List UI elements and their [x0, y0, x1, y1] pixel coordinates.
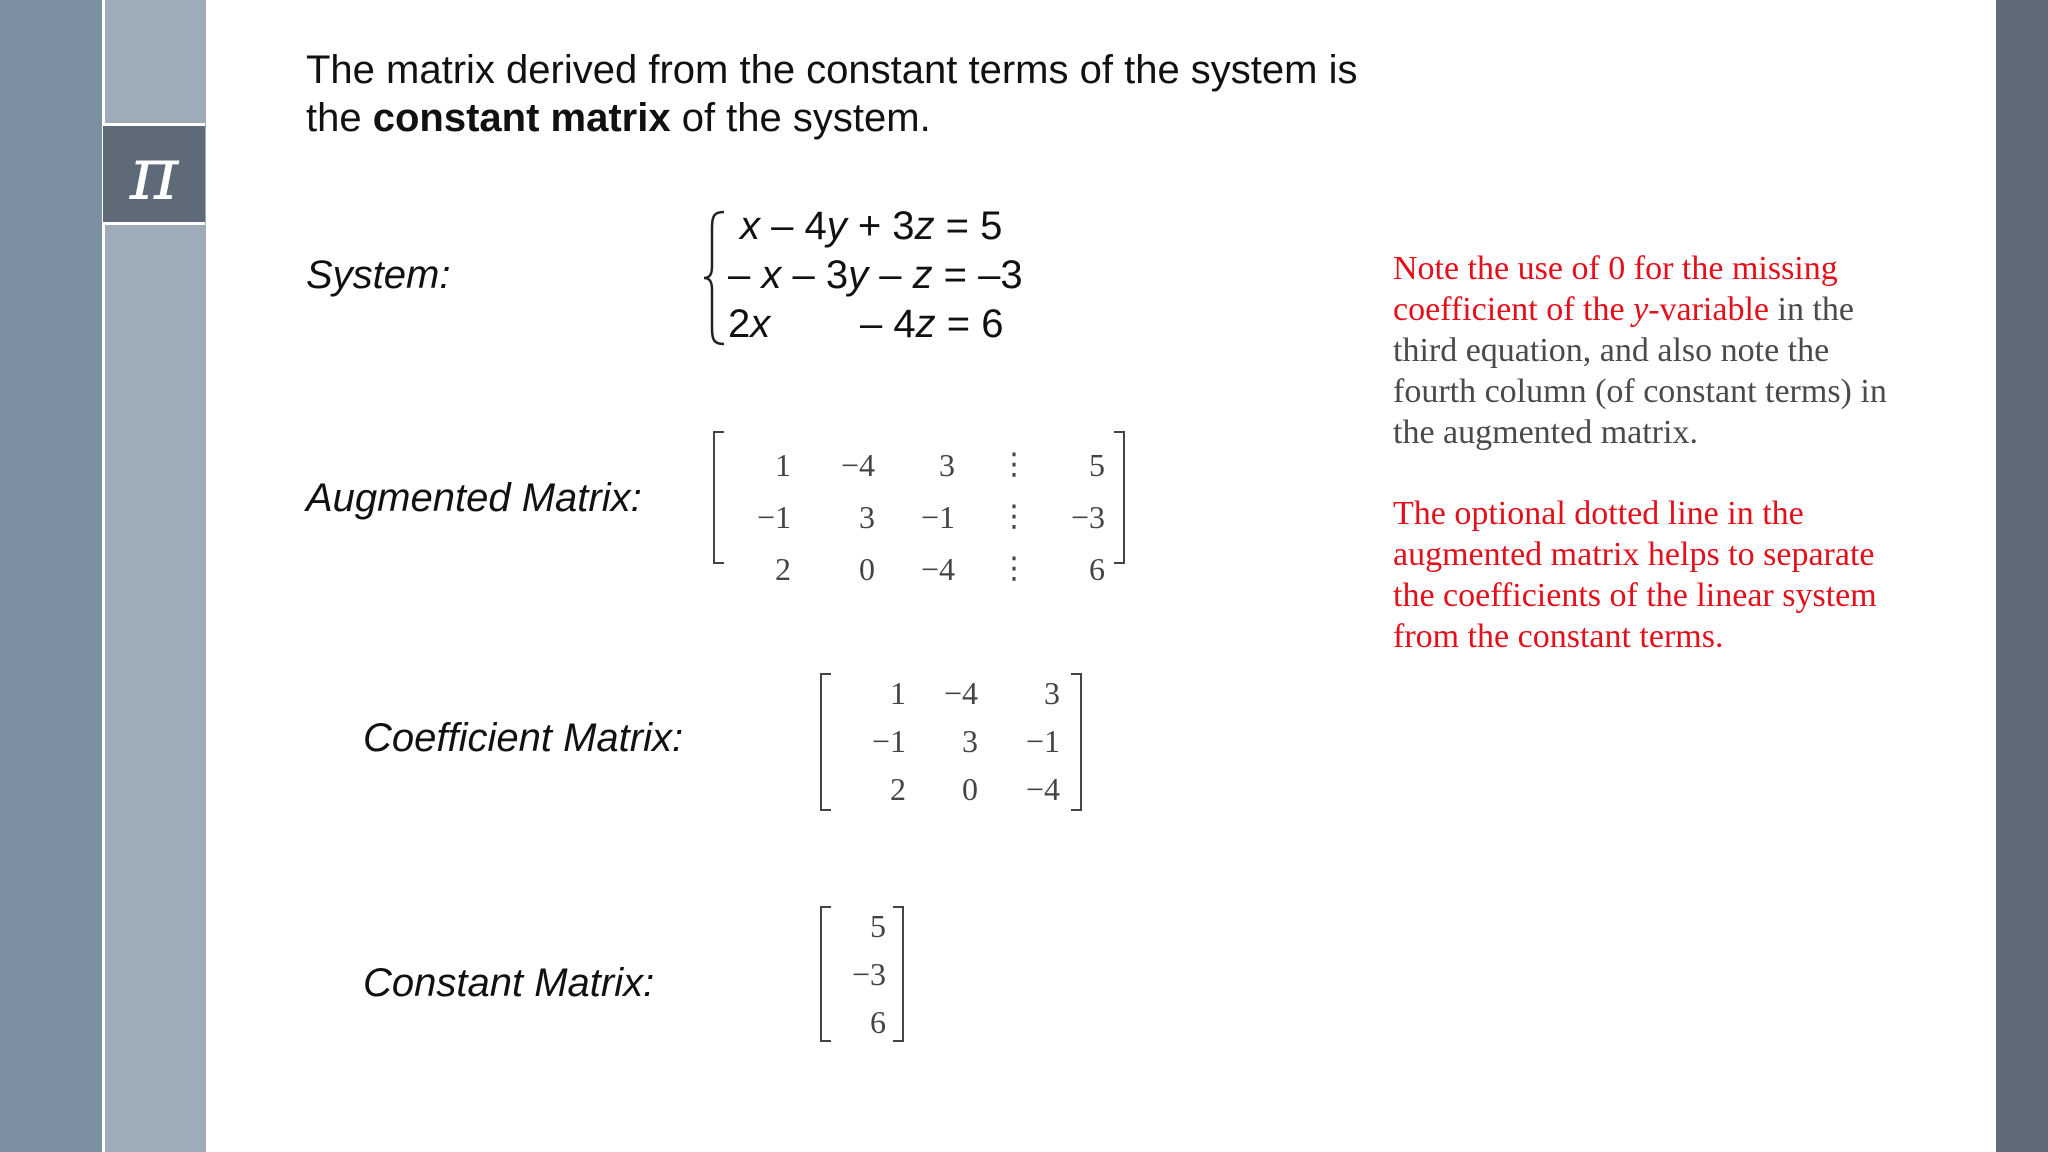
- matrix-cell: −1: [920, 499, 955, 535]
- matrix-cell: 1: [890, 675, 906, 711]
- var-x: x: [761, 253, 782, 297]
- pi-symbol: π: [129, 131, 179, 217]
- note-gray-text: in the third equation, and also note the fourth column (of constant terms) in the augmented matrix.: [1393, 291, 1887, 451]
- right-decorative-band: [1996, 0, 2048, 1152]
- matrix-cell: 2: [775, 551, 791, 587]
- matrix-cell: −4: [1025, 771, 1060, 807]
- coefficient-matrix-label: Coefficient Matrix:: [363, 716, 684, 760]
- var-y: y: [826, 204, 847, 248]
- left-bracket: [713, 431, 724, 564]
- term: – 3: [781, 253, 849, 297]
- term: –: [868, 253, 913, 297]
- matrix-cell: 3: [1044, 675, 1060, 711]
- matrix-cell: 1: [775, 447, 791, 483]
- system-equation-2: [728, 251, 1023, 299]
- note-dotted-line: The optional dotted line in the augmented matrix helps to separate the coefficients of the linear system from the constant terms.: [1393, 495, 1877, 655]
- dotted-separator-icon: ⋮: [999, 551, 1029, 586]
- matrix-cell: 3: [859, 499, 875, 535]
- title-bold-term: constant matrix: [372, 96, 671, 140]
- matrix-cell: 5: [1089, 447, 1105, 483]
- title-text: the: [306, 96, 373, 140]
- title-text-end: of the system.: [670, 96, 931, 140]
- var-x: x: [750, 302, 771, 346]
- matrix-cell: 5: [870, 908, 886, 944]
- term: – 4: [860, 302, 916, 346]
- matrix-cell: 2: [890, 771, 906, 807]
- var-z: z: [912, 253, 933, 297]
- matrix-cell: 3: [939, 447, 955, 483]
- left-brace-icon: [700, 208, 730, 348]
- term: 2: [728, 302, 751, 346]
- note-variable: y: [1633, 291, 1649, 328]
- left-bracket: [820, 673, 831, 811]
- dotted-separator-icon: ⋮: [999, 499, 1029, 534]
- note-missing-coefficient: [1393, 248, 1893, 453]
- matrix-cell: −4: [840, 447, 875, 483]
- augmented-matrix-label: Augmented Matrix:: [306, 476, 642, 520]
- matrix-cell: 3: [962, 723, 978, 759]
- var-z: z: [915, 302, 936, 346]
- matrix-cell: −1: [871, 723, 906, 759]
- title-line-1: The matrix derived from the constant terms of the system is: [306, 48, 1358, 92]
- matrix-cell: −4: [920, 551, 955, 587]
- note-red-text: -variable: [1648, 291, 1769, 328]
- augmented-matrix: [713, 431, 1125, 587]
- right-bracket: [893, 906, 904, 1042]
- term: –: [728, 253, 762, 297]
- term: – 4: [760, 204, 827, 248]
- matrix-cell: −3: [851, 956, 886, 992]
- matrix-cell: −3: [1070, 499, 1105, 535]
- system-label: System:: [306, 253, 451, 297]
- term: = 6: [935, 302, 1004, 346]
- matrix-cell: 0: [962, 771, 978, 807]
- matrix-cell: −1: [1025, 723, 1060, 759]
- var-z: z: [914, 204, 935, 248]
- title-line-2: [306, 94, 1357, 142]
- constant-matrix: [820, 906, 904, 1042]
- var-y: y: [848, 253, 869, 297]
- dotted-separator-icon: ⋮: [999, 447, 1029, 482]
- matrix-cell: −1: [756, 499, 791, 535]
- constant-matrix-label: Constant Matrix:: [363, 961, 655, 1005]
- var-x: x: [740, 204, 760, 248]
- term: = 5: [934, 204, 1003, 248]
- term: + 3: [846, 204, 915, 248]
- matrix-cell: −4: [943, 675, 978, 711]
- right-bracket: [1071, 673, 1082, 811]
- note-red-text: Note the use of 0 for the missing coefficient of the: [1393, 250, 1838, 328]
- left-decorative-band: [0, 0, 102, 1152]
- system-equation-3: [728, 300, 770, 348]
- term: = –3: [932, 253, 1023, 297]
- system-equation-3-rhs: [860, 300, 1003, 348]
- right-bracket: [1114, 431, 1125, 564]
- matrix-cell: 0: [859, 551, 875, 587]
- coefficient-matrix: [820, 673, 1082, 811]
- slide-title: [306, 46, 1357, 142]
- system-equation-1: [740, 202, 1002, 250]
- matrix-cell: 6: [1089, 551, 1105, 587]
- pi-logo-icon: [103, 123, 205, 225]
- matrix-cell: 6: [870, 1004, 886, 1040]
